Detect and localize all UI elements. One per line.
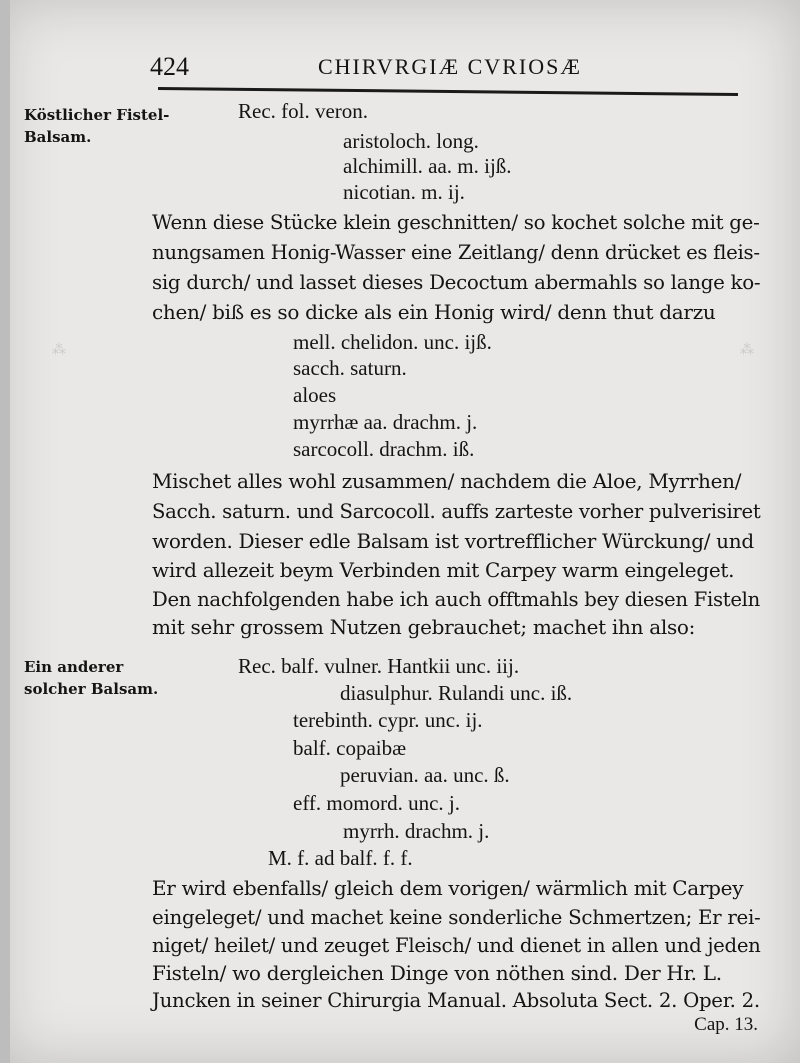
text-line: Juncken in seiner Chirurgia Manual. Absoluta Sect. 2. Oper. 2.	[152, 988, 760, 1012]
recipe-line: Rec. fol. veron.	[238, 99, 369, 123]
text-line: chen/ biß es so dicke als ein Honig wird/ denn thut darzu	[152, 300, 716, 324]
recipe-line: balf. copaibæ	[293, 736, 407, 760]
recipe-line: myrrhæ aa. drachm. j.	[293, 410, 478, 434]
recipe-line: M. f. ad balf. f. f.	[268, 846, 413, 870]
recipe-line: terebinth. cypr. unc. ij.	[293, 708, 483, 732]
marginal-note-line: Ein anderer	[24, 658, 124, 676]
recipe-line: alchimill. aa. m. ijß.	[343, 154, 512, 178]
text-line: Sacch. saturn. und Sarcocoll. auffs zarteste vorher pulverisiret	[152, 499, 761, 523]
marginal-note-line: solcher Balsam.	[24, 680, 159, 698]
text-line: worden. Dieser edle Balsam ist vortrefflicher Würckung/ und	[152, 529, 754, 553]
text-line: sig durch/ und lasset dieses Decoctum abermahls so lange ko-	[152, 270, 761, 294]
recipe-line: nicotian. m. ij.	[343, 180, 465, 204]
recipe-line: Rec. balf. vulner. Hantkii unc. iij.	[238, 654, 520, 678]
recipe-line: aristoloch. long.	[343, 129, 479, 153]
recipe-line: myrrh. drachm. j.	[343, 819, 490, 843]
text-line: nungsamen Honig-Wasser eine Zeitlang/ denn drücket es fleis-	[152, 240, 760, 264]
text-line: Er wird ebenfalls/ gleich dem vorigen/ wärmlich mit Carpey	[152, 876, 744, 900]
text-line: Den nachfolgenden habe ich auch offtmahls bey diesen Fisteln	[152, 587, 760, 611]
catchword: Cap. 13.	[694, 1014, 758, 1035]
recipe-line: sacch. saturn.	[293, 356, 407, 380]
running-title: CHIRVRGIÆ CVRIOSÆ	[318, 54, 582, 79]
recipe-line: eff. momord. unc. j.	[293, 791, 460, 815]
text-line: mit sehr grossem Nutzen gebrauchet; machet ihn also:	[152, 615, 696, 639]
page-edge	[0, 0, 10, 1063]
show-through-text: ⁂	[52, 342, 66, 358]
text-line: Wenn diese Stücke klein geschnitten/ so kochet solche mit ge-	[152, 210, 760, 234]
recipe-line: diasulphur. Rulandi unc. iß.	[340, 681, 573, 705]
recipe-line: peruvian. aa. unc. ß.	[340, 763, 510, 787]
recipe-line: aloes	[293, 383, 337, 407]
recipe-line: mell. chelidon. unc. ijß.	[293, 330, 492, 354]
text-line: Fisteln/ wo dergleichen Dinge von nöthen sind. Der Hr. L.	[152, 961, 722, 985]
recipe-line: sarcocoll. drachm. iß.	[293, 437, 475, 461]
page-number: 424	[150, 52, 189, 81]
header-rule	[158, 87, 738, 96]
text-line: Mischet alles wohl zusammen/ nachdem die Aloe, Myrrhen/	[152, 469, 742, 493]
page-header	[150, 52, 750, 88]
text-line: niget/ heilet/ und zeuget Fleisch/ und dienet in allen und jeden	[152, 933, 761, 957]
marginal-note	[24, 104, 170, 148]
marginal-note-line: Balsam.	[24, 128, 92, 146]
text-line: wird allezeit beym Verbinden mit Carpey warm eingeleget.	[152, 558, 735, 582]
show-through-text: ⁂	[740, 342, 754, 358]
text-line: eingeleget/ und machet keine sonderliche Schmertzen; Er rei-	[152, 905, 761, 929]
marginal-note-line: Köstlicher Fistel-	[24, 106, 170, 124]
marginal-note	[24, 656, 159, 700]
